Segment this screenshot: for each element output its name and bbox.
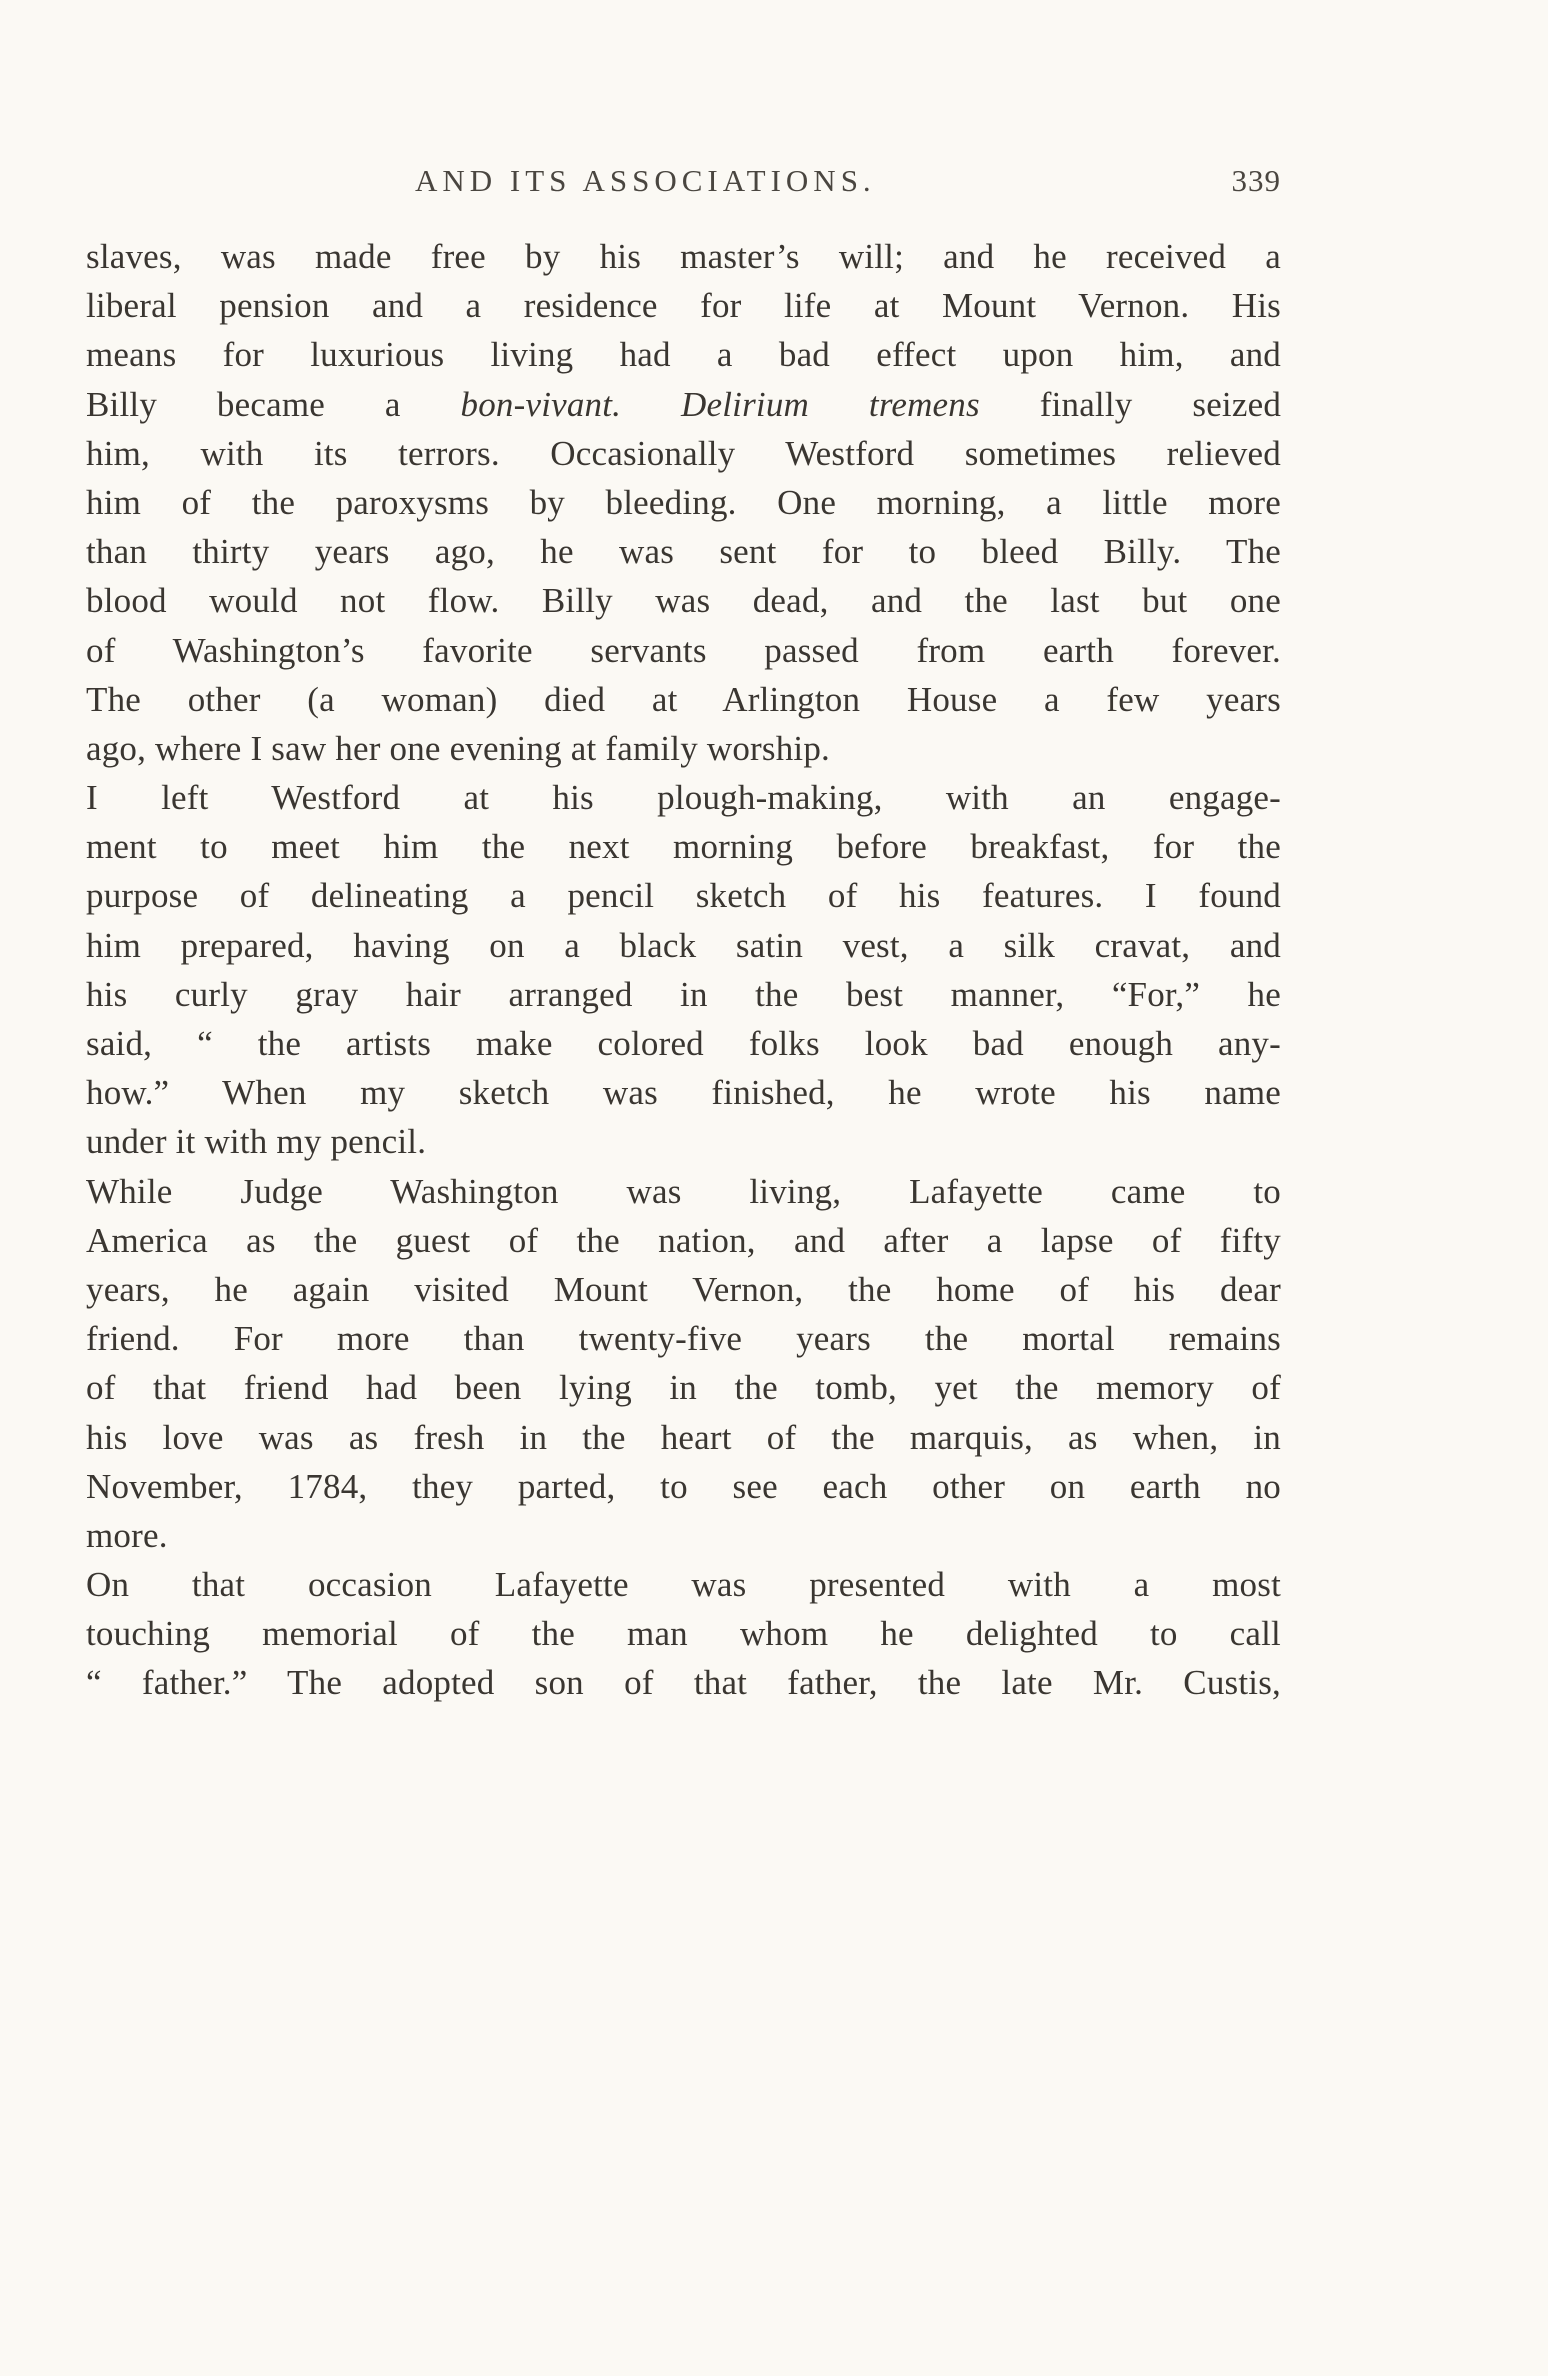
text-line: means for luxurious living had a bad effect upon him, and xyxy=(86,335,1281,375)
body-text xyxy=(86,232,1281,1708)
text-line: purpose of delineating a pencil sketch of his features. I found xyxy=(86,876,1281,916)
text-line: under it with my pencil. xyxy=(86,1122,427,1162)
text-line: I left Westford at his plough-making, with an engage- xyxy=(86,778,1281,818)
text-line: him, with its terrors. Occasionally Westford sometimes relieved xyxy=(86,433,1281,473)
text-line: liberal pension and a residence for life at Mount Vernon. His xyxy=(86,286,1281,326)
text-line: more. xyxy=(86,1515,168,1555)
text-line: Billy became a bon-vivant. Delirium tremens finally seized xyxy=(86,384,1282,424)
text-line: friend. For more than twenty-five years the mortal remains xyxy=(86,1319,1281,1359)
text-line: ago, where I saw her one evening at family worship. xyxy=(86,728,830,768)
text-line: him of the paroxysms by bleeding. One morning, a little more xyxy=(86,482,1281,522)
text-line: touching memorial of the man whom he delighted to call xyxy=(86,1614,1281,1654)
text-line: his curly gray hair arranged in the best manner, “For,” he xyxy=(86,974,1281,1014)
text-line: While Judge Washington was living, Lafayette came to xyxy=(86,1171,1281,1211)
running-title: AND ITS ASSOCIATIONS. xyxy=(415,163,876,198)
text-line: The other (a woman) died at Arlington House a few years xyxy=(86,679,1281,719)
text-line: of Washington’s favorite servants passed from earth forever. xyxy=(86,630,1281,670)
text-line: said, “ the artists make colored folks look bad enough any- xyxy=(86,1024,1281,1063)
text-line: America as the guest of the nation, and after a lapse of fifty xyxy=(86,1220,1281,1260)
text-line: “ father.” The adopted son of that father, the late Mr. Custis, xyxy=(86,1663,1281,1703)
text-line: November, 1784, they parted, to see each other on earth no xyxy=(86,1466,1281,1506)
text-line: than thirty years ago, he was sent for to bleed Billy. The xyxy=(86,532,1281,572)
text-line: On that occasion Lafayette was presented with a most xyxy=(86,1565,1281,1605)
text-line: him prepared, having on a black satin vest, a silk cravat, and xyxy=(86,925,1281,965)
text-line: blood would not flow. Billy was dead, and the last but one xyxy=(86,581,1281,621)
running-head xyxy=(415,163,1281,213)
text-line: ment to meet him the next morning before breakfast, for the xyxy=(86,827,1281,867)
text-line: years, he again visited Mount Vernon, the home of his dear xyxy=(86,1269,1281,1309)
text-line: how.” When my sketch was finished, he wrote his name xyxy=(86,1073,1281,1113)
text-line: his love was as fresh in the heart of the marquis, as when, in xyxy=(86,1417,1281,1457)
text-line: slaves, was made free by his master’s will; and he received a xyxy=(86,237,1281,276)
text-line: of that friend had been lying in the tomb, yet the memory of xyxy=(86,1368,1281,1408)
page-number: 339 xyxy=(1231,163,1281,198)
